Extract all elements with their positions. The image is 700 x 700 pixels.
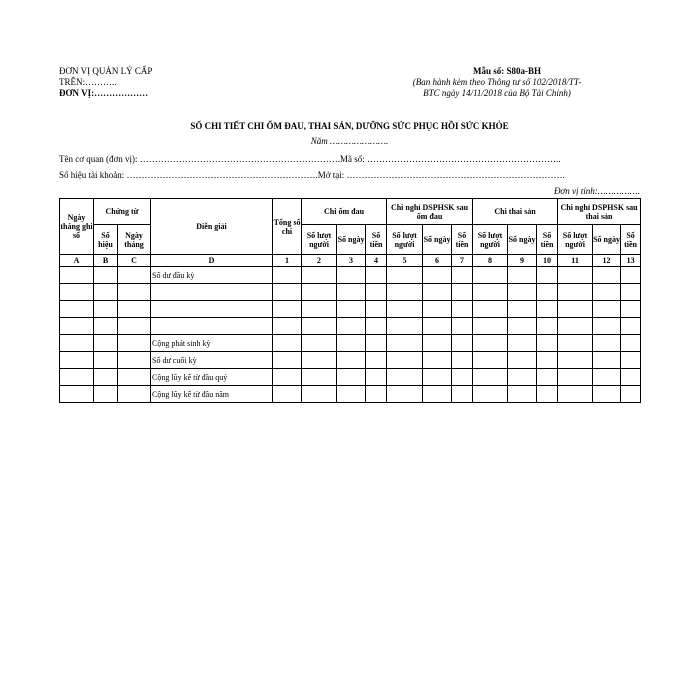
column-code: 2 [302,255,337,267]
table-cell [337,386,366,403]
currency-unit: Đơn vị tính:……………. [553,186,640,196]
column-code: 10 [537,255,558,267]
agency-field: Tên cơ quan (đơn vị): ………………………………………………………….Mã số: ……………………………………………………….. [59,154,561,164]
table-cell [593,284,621,301]
table-cell [423,301,452,318]
table-cell [621,318,641,335]
table-cell [423,267,452,284]
table-cell [558,318,593,335]
table-cell [452,284,473,301]
table-cell [366,335,387,352]
column-code: 4 [366,255,387,267]
table-cell [337,369,366,386]
table-cell [558,301,593,318]
table-cell [452,386,473,403]
col-header-total: Tổng số chi [273,199,302,255]
table-cell [537,301,558,318]
table-cell [473,267,508,284]
table-cell [387,284,423,301]
table-cell [94,352,118,369]
sub-header-money: Số tiền [621,225,641,255]
column-code: 3 [337,255,366,267]
column-code: 9 [508,255,537,267]
table-cell [558,352,593,369]
group-header-rest-after-sick: Chi nghỉ DSPHSK sau ốm đau [387,199,473,225]
table-cell [273,267,302,284]
table-cell [118,318,151,335]
table-cell [452,369,473,386]
column-code: 7 [452,255,473,267]
sub-header-money: Số tiền [452,225,473,255]
document-title: SỔ CHI TIẾT CHI ỐM ĐAU, THAI SẢN, DƯỠNG SỨC PHỤC HỒI SỨC KHỎE [190,121,509,131]
table-cell [94,335,118,352]
table-cell [302,369,337,386]
table-cell [473,386,508,403]
table-cell [387,301,423,318]
table-cell [537,352,558,369]
column-code: 6 [423,255,452,267]
table-cell [366,352,387,369]
column-code: B [94,255,118,267]
table-cell [273,301,302,318]
table-cell [593,267,621,284]
table-cell [337,318,366,335]
table-cell [366,369,387,386]
table-cell [60,267,94,284]
table-cell [302,352,337,369]
table-cell [537,335,558,352]
table-cell [621,386,641,403]
table-cell [558,386,593,403]
table-cell [60,352,94,369]
table-cell [60,301,94,318]
table-cell [452,318,473,335]
table-cell [593,369,621,386]
group-header-maternity: Chi thai sản [473,199,558,225]
table-cell [621,335,641,352]
table-cell [118,386,151,403]
sub-header-visits: Số lượt người [387,225,423,255]
table-cell [118,352,151,369]
table-cell [473,352,508,369]
table-cell [593,352,621,369]
table-cell [60,335,94,352]
table-cell [537,369,558,386]
table-cell [273,369,302,386]
row-description: Cộng lũy kế từ đầu năm [151,386,273,403]
table-cell [621,267,641,284]
form-code: Mẫu số: S80a-BH [472,66,541,76]
table-cell [273,352,302,369]
table-cell [387,267,423,284]
table-cell [423,335,452,352]
table-cell [508,267,537,284]
superior-unit-field: TRÊN:……….. [59,77,117,87]
table-cell [423,352,452,369]
table-cell [118,335,151,352]
table-cell [387,352,423,369]
row-description: Số dư cuối kỳ [151,352,273,369]
column-code: A [60,255,94,267]
column-code: 8 [473,255,508,267]
table-cell [94,386,118,403]
sub-header-visits: Số lượt người [302,225,337,255]
table-cell [94,267,118,284]
table-cell [60,318,94,335]
table-cell [558,267,593,284]
table-cell [60,386,94,403]
table-cell [473,301,508,318]
table-cell [60,284,94,301]
sub-header-days: Số ngày [423,225,452,255]
table-cell [273,318,302,335]
table-row [60,369,641,386]
table-cell [423,386,452,403]
table-cell [508,352,537,369]
sub-header-days: Số ngày [337,225,366,255]
table-cell [302,318,337,335]
table-cell [118,369,151,386]
table-row [60,267,641,284]
table-cell [558,284,593,301]
table-cell [94,318,118,335]
row-description [151,301,273,318]
table-cell [621,301,641,318]
table-cell [423,318,452,335]
table-cell [387,318,423,335]
table-cell [337,284,366,301]
row-description [151,318,273,335]
issuing-authority-label: ĐƠN VỊ QUẢN LÝ CẤP [59,66,153,76]
table-cell [118,284,151,301]
row-description: Cộng phát sinh kỳ [151,335,273,352]
unit-field: ĐƠN VỊ:……………… [59,88,149,98]
table-cell [508,284,537,301]
table-row [60,284,641,301]
table-cell [621,284,641,301]
table-cell [473,318,508,335]
column-code: 5 [387,255,423,267]
table-cell [366,267,387,284]
table-cell [452,301,473,318]
table-cell [366,284,387,301]
form-note-line1: (Ban hành kèm theo Thông tư số 102/2018/TT- [412,77,582,87]
table-cell [387,335,423,352]
table-cell [473,369,508,386]
table-cell [593,318,621,335]
table-row [60,301,641,318]
table-cell [593,301,621,318]
table-cell [558,335,593,352]
form-note-line2: BTC ngày 14/11/2018 của Bộ Tài Chính) [423,88,571,98]
table-cell [508,318,537,335]
table-row [60,335,641,352]
table-cell [537,284,558,301]
col-header-voucher-no: Số hiệu [94,225,118,255]
sub-header-visits: Số lượt người [558,225,593,255]
table-cell [366,318,387,335]
table-cell [118,301,151,318]
account-field: Số hiệu tài khoản: ……………………………………………………….Mở tại: ………………………………………………………………. [59,170,565,180]
table-cell [537,267,558,284]
year-line: Năm …………………. [310,136,389,146]
table-cell [366,301,387,318]
table-cell [94,369,118,386]
table-cell [337,352,366,369]
column-code: 12 [593,255,621,267]
table-cell [473,284,508,301]
table-cell [423,369,452,386]
table-cell [302,284,337,301]
column-code: 1 [273,255,302,267]
column-code: 11 [558,255,593,267]
table-cell [273,284,302,301]
column-code: D [151,255,273,267]
table-row [60,352,641,369]
col-header-description: Diễn giải [151,199,273,255]
table-cell [273,335,302,352]
table-cell [273,386,302,403]
table-cell [508,301,537,318]
col-header-date: Ngày tháng ghi sổ [60,199,94,255]
row-description [151,284,273,301]
table-cell [366,386,387,403]
sub-header-days: Số ngày [508,225,537,255]
table-cell [452,267,473,284]
table-cell [302,335,337,352]
table-cell [337,267,366,284]
sub-header-visits: Số lượt người [473,225,508,255]
table-cell [94,301,118,318]
table-cell [302,267,337,284]
table-cell [473,335,508,352]
table-cell [337,301,366,318]
table-cell [558,369,593,386]
table-cell [508,386,537,403]
table-cell [621,369,641,386]
sub-header-money: Số tiền [366,225,387,255]
column-code: C [118,255,151,267]
row-description: Số dư đầu kỳ [151,267,273,284]
group-header-rest-after-maternity: Chi nghỉ DSPHSK sau thai sản [558,199,641,225]
ledger-table [59,198,641,403]
col-header-voucher: Chứng từ [94,199,151,225]
table-cell [593,386,621,403]
table-cell [537,386,558,403]
sub-header-money: Số tiền [537,225,558,255]
table-cell [387,386,423,403]
table-cell [593,335,621,352]
table-cell [508,369,537,386]
table-cell [537,318,558,335]
table-cell [337,335,366,352]
table-cell [423,284,452,301]
column-code-row [60,255,641,267]
group-header-sick: Chi ốm đau [302,199,387,225]
table-cell [302,386,337,403]
table-row [60,386,641,403]
row-description: Cộng lũy kế từ đầu quý [151,369,273,386]
table-row [60,318,641,335]
table-cell [60,369,94,386]
table-cell [508,335,537,352]
table-cell [118,267,151,284]
sub-header-days: Số ngày [593,225,621,255]
table-cell [452,335,473,352]
col-header-voucher-date: Ngày tháng [118,225,151,255]
table-cell [452,352,473,369]
table-cell [94,284,118,301]
table-cell [387,369,423,386]
table-cell [621,352,641,369]
column-code: 13 [621,255,641,267]
table-cell [302,301,337,318]
